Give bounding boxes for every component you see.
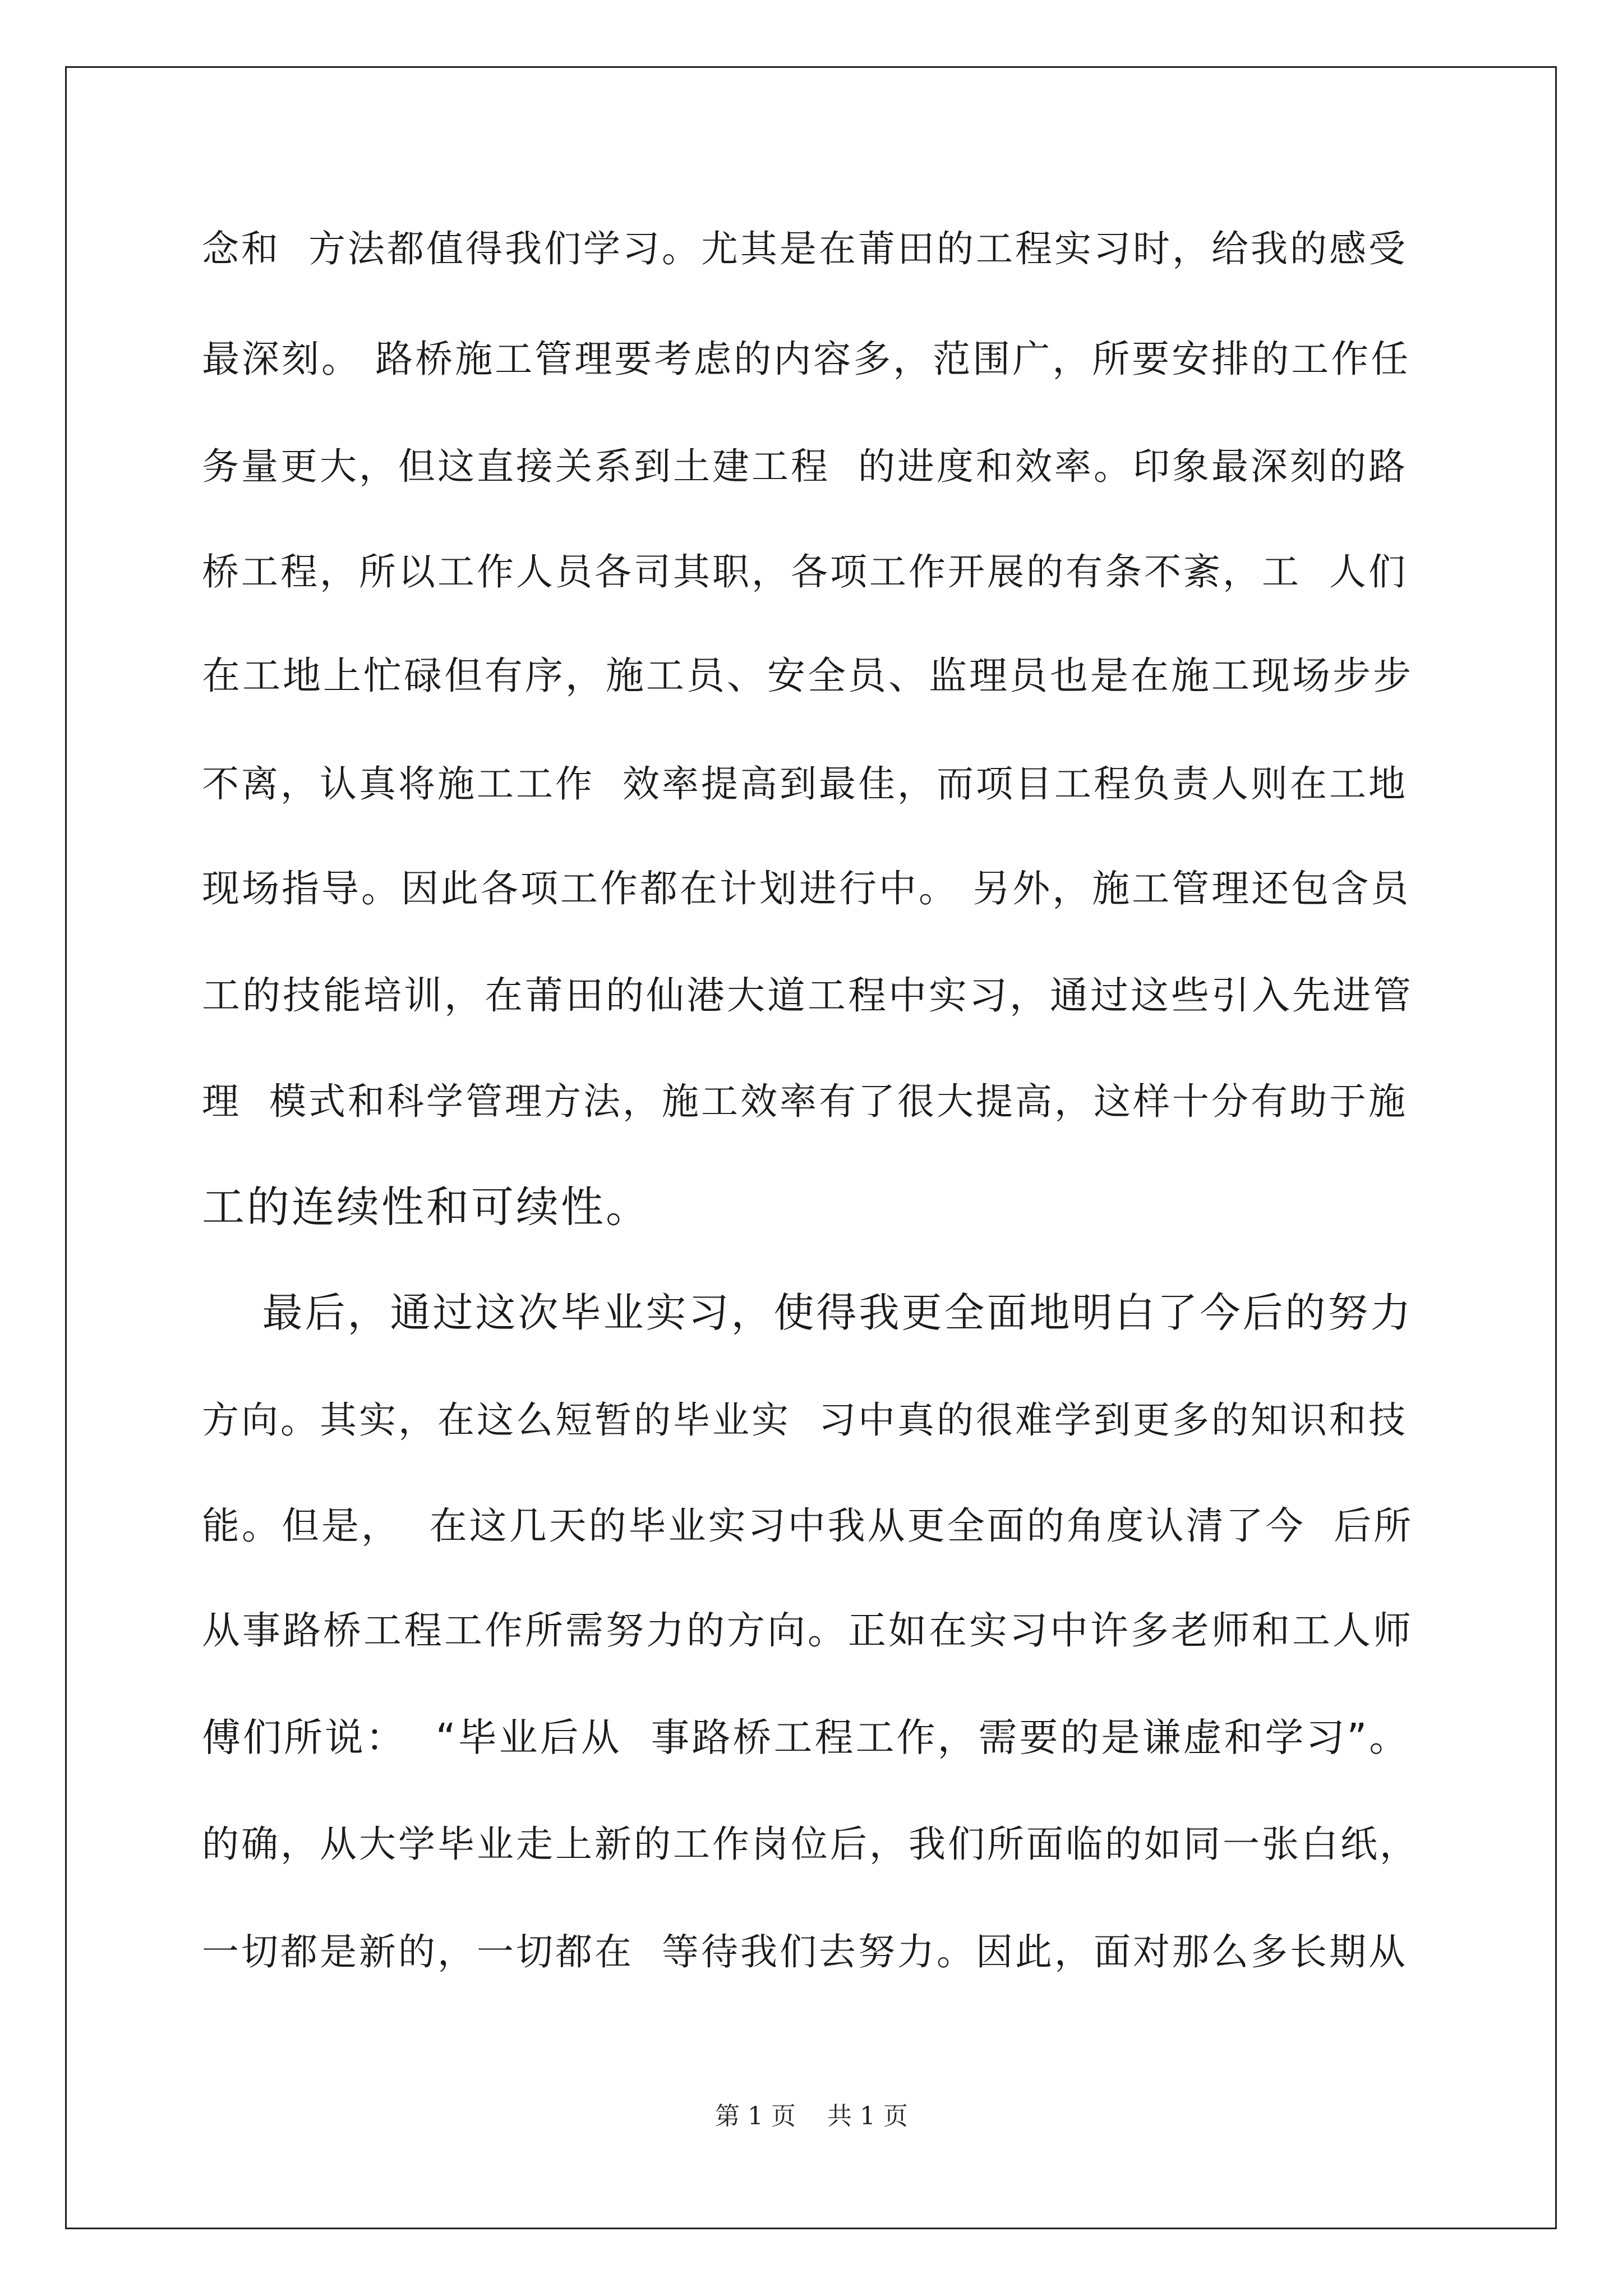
text-line: 桥工程，所以工作人员各司其职，各项工作开展的有条不紊，工 人们: [202, 550, 1408, 593]
text-line: 理 模式和科学管理方法，施工效率有了很大提高，这样十分有助于施: [202, 1080, 1408, 1123]
text-line: 一切都是新的，一切都在 等待我们去努力。因此，面对那么多长期从: [202, 1930, 1408, 1973]
text-line: 傅们所说： “毕业后从 事路桥工程工作，需要的是谦虚和学习”。: [202, 1715, 1410, 1760]
text-line: 方向。其实，在这么短暂的毕业实 习中真的很难学到更多的知识和技: [202, 1398, 1408, 1442]
page-footer: 第 1 页 共 1 页: [715, 2102, 908, 2131]
page-border: [65, 66, 1557, 2229]
text-line: 在工地上忙碌但有序，施工员、安全员、监理员也是在施工现场步步: [202, 654, 1414, 698]
text-line: 能。但是， 在这几天的毕业实习中我从更全面的角度认清了今 后所: [202, 1504, 1414, 1548]
text-line: 工的连续性和可续性。: [202, 1182, 651, 1232]
text-line: 工的技能培训，在莆田的仙港大道工程中实习，通过这些引入先进管: [202, 974, 1414, 1018]
text-line: 从事路桥工程工作所需努力的方向。正如在实习中许多老师和工人师: [202, 1609, 1414, 1653]
text-line: 念和 方法都值得我们学习。尤其是在莆田的工程实习时，给我的感受: [202, 227, 1408, 270]
text-line: 现场指导。因此各项工作都在计划进行中。 另外，施工管理还包含员: [202, 867, 1411, 910]
text-line: 最深刻。 路桥施工管理要考虑的内容多，范围广，所要安排的工作任: [202, 337, 1411, 381]
text-line: 最后，通过这次毕业实习，使得我更全面地明白了今后的努力: [202, 1289, 1413, 1336]
text-line: 务量更大，但这直接关系到土建工程 的进度和效率。印象最深刻的路: [202, 445, 1408, 488]
text-line: 的确，从大学毕业走上新的工作岗位后，我们所面临的如同一张白纸，: [202, 1823, 1419, 1866]
text-line: 不离，认真将施工工作 效率提高到最佳，而项目工程负责人则在工地: [202, 762, 1408, 806]
